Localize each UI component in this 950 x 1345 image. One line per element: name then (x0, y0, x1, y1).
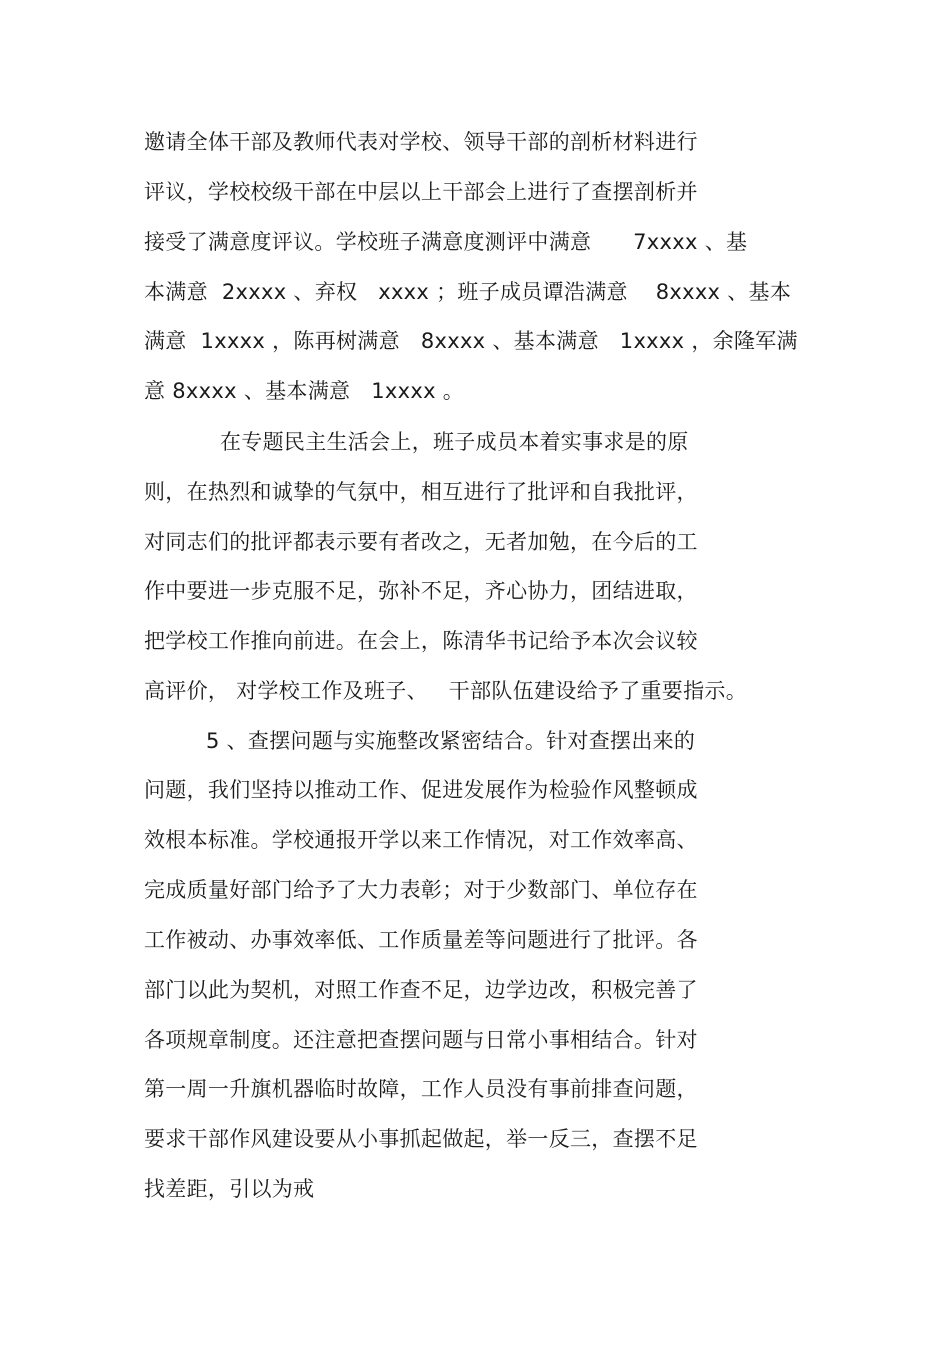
text-line: 各项规章制度。还注意把查摆问题与日常小事相结合。针对 (144, 1028, 698, 1052)
text-line: 问题，我们坚持以推动工作、促进发展作为检验作风整顿成 (144, 778, 698, 802)
text-line: 对同志们的批评都表示要有者改之，无者加勉，在今后的工 (144, 530, 698, 554)
text-line: 评议，学校校级干部在中层以上干部会上进行了查摆剖析并 (144, 180, 698, 204)
text-line: 邀请全体干部及教师代表对学校、领导干部的剖析材料进行 (144, 130, 698, 154)
text-line: 要求干部作风建设要从小事抓起做起，举一反三，查摆不足 (144, 1127, 698, 1151)
text-line: 效根本标准。学校通报开学以来工作情况，对工作效率高、 (144, 828, 698, 852)
text-line: 第一周一升旗机器临时故障，工作人员没有事前排查问题， (144, 1077, 698, 1101)
text-line: 满意 1xxxx ，陈再树满意 8xxxx 、基本满意 1xxxx ，余隆军满 (144, 329, 798, 353)
text-line: 本满意 2xxxx 、弃权 xxxx ；班子成员谭浩满意 8xxxx 、基本 (144, 280, 792, 304)
paragraph-start-line: 5 、查摆问题与实施整改紧密结合。针对查摆出来的 (206, 729, 696, 753)
text-line: 作中要进一步克服不足，弥补不足，齐心协力，团结进取， (144, 579, 698, 603)
text-line: 意 8xxxx 、基本满意 1xxxx 。 (144, 379, 465, 403)
text-line: 工作被动、办事效率低、工作质量差等问题进行了批评。各 (144, 928, 698, 952)
text-line: 完成质量好部门给予了大力表彰；对于少数部门、单位存在 (144, 878, 698, 902)
text-line: 则，在热烈和诚挚的气氛中，相互进行了批评和自我批评， (144, 480, 698, 504)
text-line: 找差距，引以为戒 (144, 1177, 315, 1201)
text-line: 把学校工作推向前进。在会上，陈清华书记给予本次会议较 (144, 629, 698, 653)
text-line: 接受了满意度评议。学校班子满意度测评中满意 7xxxx 、基 (144, 230, 748, 254)
paragraph-start-line: 在专题民主生活会上，班子成员本着实事求是的原 (220, 430, 689, 454)
text-line: 部门以此为契机，对照工作查不足，边学边改，积极完善了 (144, 978, 698, 1002)
text-line: 高评价， 对学校工作及班子、 干部队伍建设给予了重要指示。 (144, 679, 747, 703)
